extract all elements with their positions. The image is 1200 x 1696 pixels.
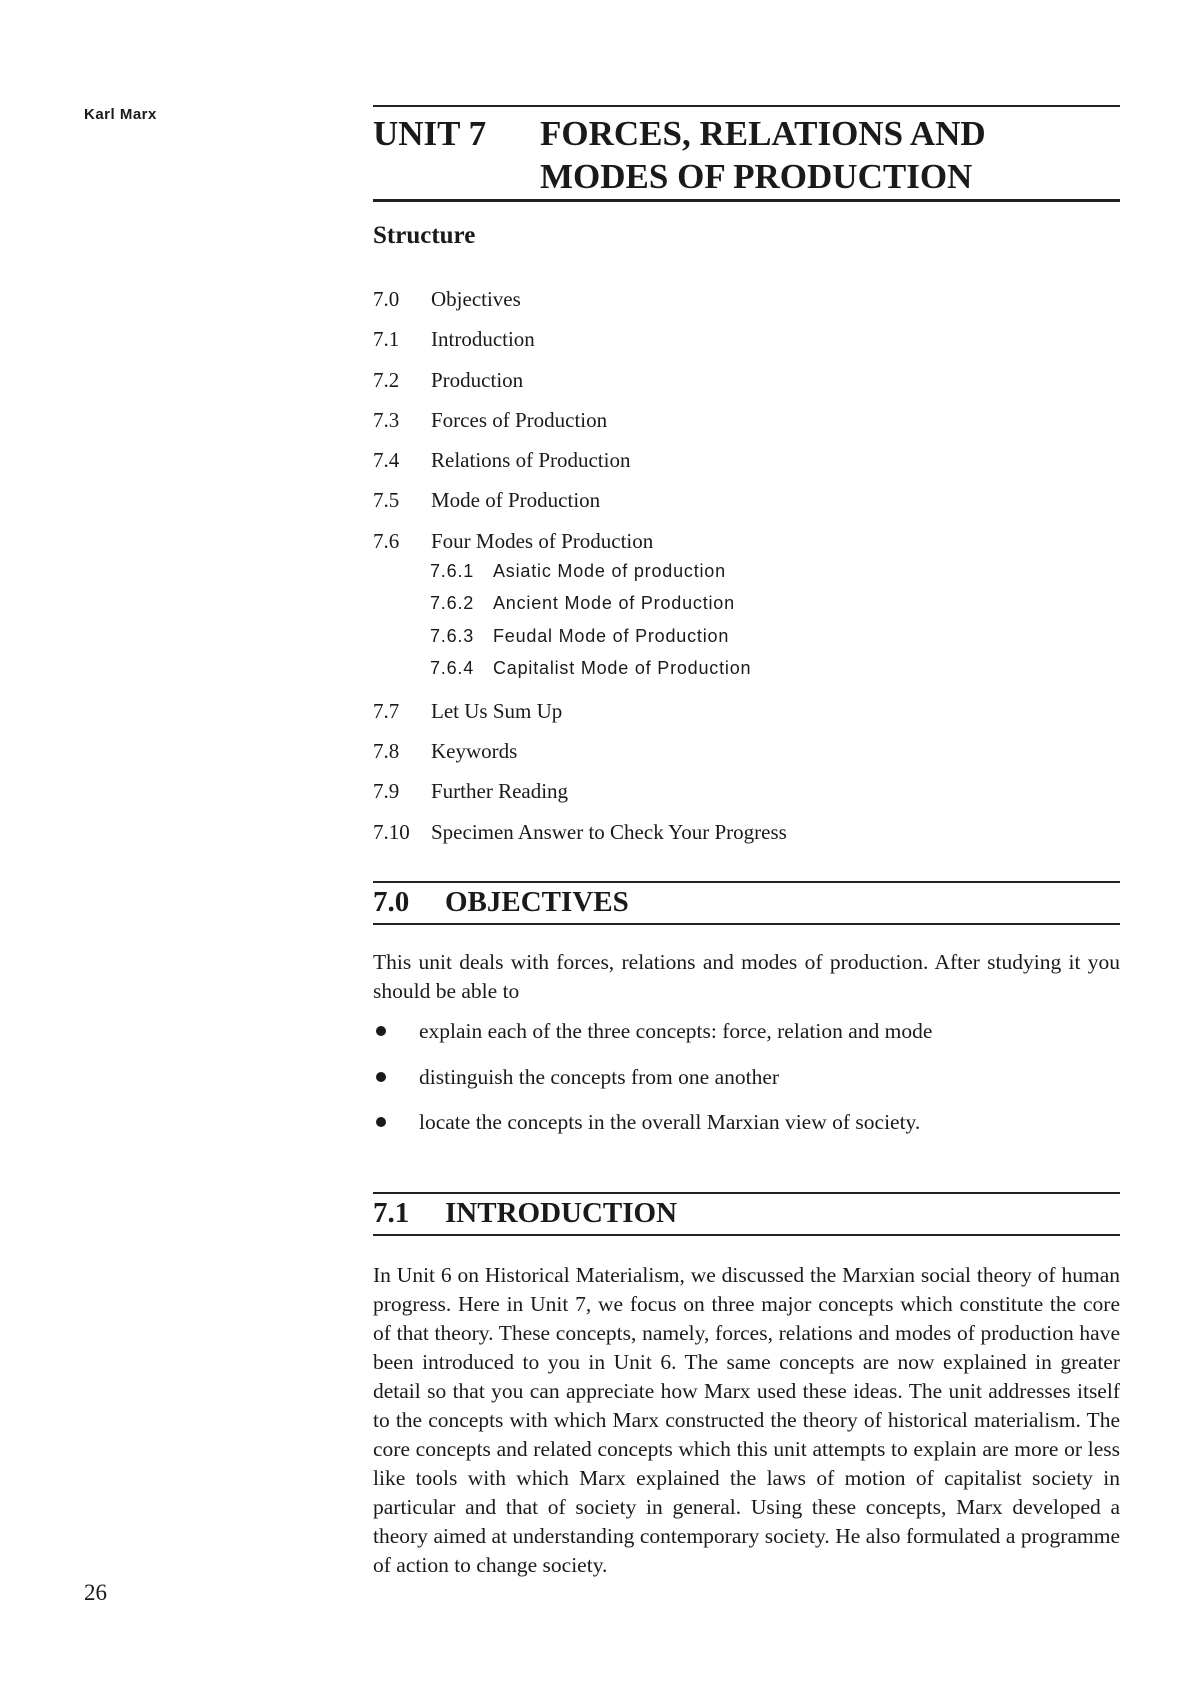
- toc-item: [373, 817, 1120, 857]
- toc-item-number: 7.9: [373, 779, 400, 804]
- section-title: OBJECTIVES: [445, 886, 629, 918]
- title-bottom-rule: [373, 199, 1120, 202]
- section-title: INTRODUCTION: [445, 1197, 678, 1229]
- introduction-body: In Unit 6 on Historical Materialism, we discussed the Marxian social theory of human progress. Here in Unit 7, we focus on three major concepts which constitute the core of that theory. These concepts, namely, forces, relations and modes of production have been introduced to you in Unit 6. The same concepts are now explained in greater detail so that you can appreciate how Marx used these ideas. The unit addresses itself to the concepts with which Marx constructed the theory of historical materialism. The core concepts and related concepts which this unit attempts to explain are more or less like tools with which Marx explained the laws of motion of capitalist society in particular and that of society in general. Using these concepts, Marx developed a theory aimed at understanding contemporary society. He also formulated a programme of action to change society.: [373, 1263, 1120, 1577]
- toc-item-number: 7.10: [373, 819, 410, 844]
- unit-name: [540, 112, 1120, 198]
- toc-subitem-number: 7.6.3: [430, 625, 475, 646]
- unit-title-line-2: MODES OF PRODUCTION: [540, 157, 973, 196]
- objectives-heading: [373, 881, 1120, 925]
- unit-label: UNIT 7: [373, 114, 487, 153]
- toc-item: [373, 696, 1120, 736]
- toc-item: [373, 485, 1120, 525]
- toc-item-number: 7.7: [373, 698, 400, 723]
- toc-item-number: 7.6: [373, 528, 400, 553]
- toc-item: [373, 736, 1120, 776]
- toc-item-number: 7.8: [373, 739, 400, 764]
- toc-item-number: 7.1: [373, 327, 400, 352]
- toc-item-number: 7.5: [373, 488, 400, 513]
- page-number: 26: [84, 1580, 107, 1605]
- toc-item: [373, 445, 1120, 485]
- toc-subitem: [373, 623, 1120, 656]
- objectives-list: [373, 1016, 1120, 1153]
- section-number: 7.1: [373, 1197, 410, 1229]
- toc-subitem-number: 7.6.4: [430, 658, 475, 679]
- toc-item: [373, 526, 1120, 558]
- unit-title: [373, 107, 1120, 199]
- bullet-icon: [376, 1026, 386, 1036]
- toc-item-number: 7.4: [373, 448, 400, 473]
- unit-title-block: [373, 105, 1120, 202]
- toc-subitem: [373, 655, 1120, 688]
- structure-heading: Structure: [373, 222, 476, 249]
- toc-subitem-label: Ancient Mode of Production: [493, 593, 735, 614]
- toc-item-number: 7.2: [373, 367, 400, 392]
- list-item-text: explain each of the three concepts: force, relation and mode: [419, 1019, 933, 1043]
- introduction-heading: [373, 1192, 1120, 1236]
- toc-subitem: [373, 590, 1120, 623]
- toc-item-label: Relations of Production: [431, 448, 631, 473]
- section-number: 7.0: [373, 886, 410, 918]
- list-item: [373, 1062, 1120, 1108]
- toc-item-label: Introduction: [431, 327, 535, 352]
- list-item-text: distinguish the concepts from one another: [419, 1064, 780, 1089]
- toc-item-label: Keywords: [431, 739, 518, 764]
- toc-item: [373, 405, 1120, 445]
- running-head: Karl Marx: [84, 106, 157, 123]
- toc-item-label: Mode of Production: [431, 488, 601, 513]
- objectives-intro: This unit deals with forces, relations and modes of production. After studying it you should be able to: [373, 950, 1120, 1003]
- bullet-icon: [376, 1072, 386, 1082]
- toc-item: [373, 324, 1120, 364]
- toc-item: [373, 365, 1120, 405]
- toc-item-label: Further Reading: [431, 779, 569, 804]
- toc-item-label: Four Modes of Production: [431, 528, 654, 553]
- list-item: [373, 1107, 1120, 1153]
- toc-subitem-label: Asiatic Mode of production: [493, 560, 726, 581]
- bullet-icon: [376, 1117, 386, 1127]
- toc-item-label: Let Us Sum Up: [431, 698, 563, 723]
- list-item-text: locate the concepts in the overall Marxian view of society.: [419, 1110, 921, 1134]
- toc-item-number: 7.3: [373, 407, 400, 432]
- toc-subitem: [373, 558, 1120, 591]
- toc-item-number: 7.0: [373, 287, 400, 311]
- toc-subitem-label: Capitalist Mode of Production: [493, 658, 752, 679]
- toc-subitem-label: Feudal Mode of Production: [493, 625, 730, 646]
- toc-item-label: Production: [431, 367, 524, 392]
- toc-subitem-number: 7.6.1: [430, 560, 475, 581]
- toc-subitem-number: 7.6.2: [430, 593, 475, 614]
- toc-item: [373, 284, 1120, 324]
- table-of-contents: [373, 284, 1120, 857]
- toc-item: [373, 776, 1120, 816]
- toc-item-label: Objectives: [431, 287, 521, 311]
- unit-title-line-1: FORCES, RELATIONS AND: [540, 114, 986, 153]
- toc-spacer: [373, 688, 1120, 696]
- toc-item-label: Forces of Production: [431, 407, 608, 432]
- list-item: [373, 1016, 1120, 1062]
- toc-item-label: Specimen Answer to Check Your Progress: [431, 819, 787, 844]
